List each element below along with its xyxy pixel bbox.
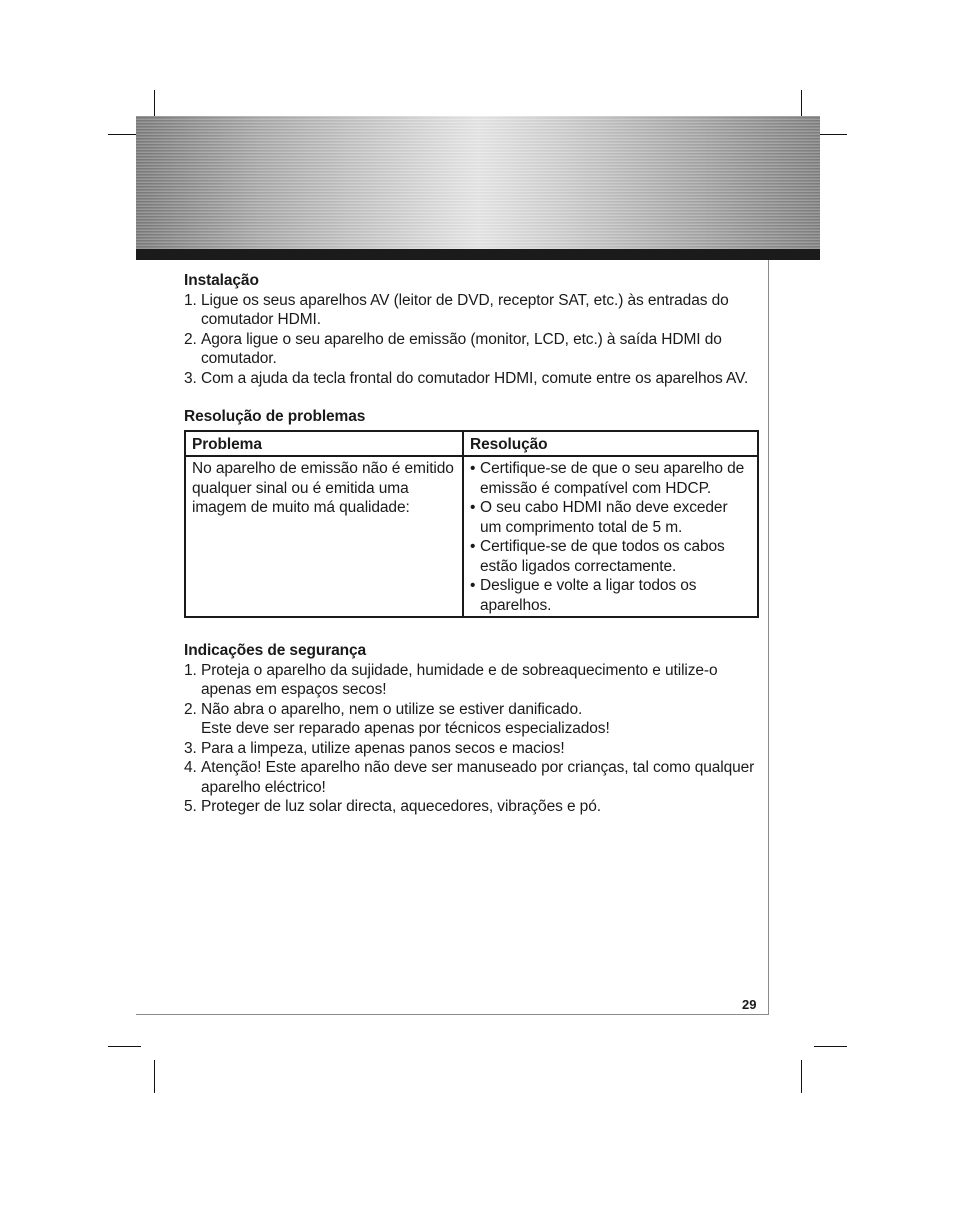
list-item [184,291,760,330]
list-item [184,700,760,739]
crop-mark-bottom-left-horizontal [108,1046,141,1047]
list-text: Agora ligue o seu aparelho de emissão (monitor, LCD, etc.) à saída HDMI do comutador. [201,330,722,367]
crop-mark-bottom-right-horizontal [814,1046,847,1047]
list-item: • Desligue e volte a ligar todos os aparelhos. [470,576,751,615]
list-number: 1. [184,661,197,679]
troubleshooting-heading: Resolução de problemas [184,408,366,425]
page-bottom-rule [136,1014,769,1015]
list-text: Proteja o aparelho da sujidade, humidade e de sobreaquecimento e utilize-o apenas em espaços secos! [201,661,718,698]
list-text: Atenção! Este aparelho não deve ser manuseado por crianças, tal como qualquer aparelho eléctrico! [201,759,755,796]
column-header-problem: Problema [185,431,463,457]
problem-cell: No aparelho de emissão não é emitido qualquer sinal ou é emitida uma imagem de muito má qualidade: [185,456,463,617]
list-item: • Certifique-se de que o seu aparelho de emissão é compatível com HDCP. [470,459,751,498]
list-item [184,739,760,759]
installation-section [184,271,760,388]
safety-heading: Indicações de segurança [184,642,367,659]
list-number: 3. [184,739,197,757]
list-item [184,797,760,817]
installation-steps [184,291,760,389]
header-dark-bar [136,249,820,260]
list-text: Proteger de luz solar directa, aquecedores, vibrações e pó. [201,798,601,815]
list-item: • O seu cabo HDMI não deve exceder um comprimento total de 5 m. [470,498,751,537]
safety-list [184,661,760,817]
list-text: Para a limpeza, utilize apenas panos secos e macios! [201,739,565,757]
list-number: 4. [184,759,197,776]
list-item [184,369,760,389]
brushed-metal-header [136,116,820,249]
solution-cell [463,456,758,617]
page-number: 29 [742,997,757,1012]
troubleshooting-table [184,430,759,619]
list-number: 1. [184,291,197,309]
list-number: 5. [184,798,197,815]
table-header-row [185,431,758,457]
installation-heading: Instalação [184,272,259,289]
solution-list [470,459,751,615]
page-content [184,271,760,817]
list-item: • Certifique-se de que todos os cabos estão ligados correctamente. [470,537,751,576]
list-number: 2. [184,330,197,348]
list-item [184,330,760,369]
crop-mark-bottom-left-vertical [154,1060,155,1093]
list-text: Não abra o aparelho, nem o utilize se estiver danificado. [201,700,583,718]
list-number: 2. [184,700,197,718]
list-text-continued: Este deve ser reparado apenas por técnicos especializados! [201,720,610,737]
troubleshooting-section [184,407,760,618]
page-right-rule [768,260,769,1015]
crop-mark-bottom-right-vertical [801,1060,802,1093]
table-row [185,456,758,617]
list-text: Com a ajuda da tecla frontal do comutador HDMI, comute entre os aparelhos AV. [201,369,749,387]
list-item [184,758,760,797]
column-header-solution: Resolução [463,431,758,457]
list-number: 3. [184,369,197,387]
safety-section [184,641,760,817]
list-item [184,661,760,700]
list-text: Ligue os seus aparelhos AV (leitor de DVD, receptor SAT, etc.) às entradas do comutador HDMI. [201,291,729,328]
